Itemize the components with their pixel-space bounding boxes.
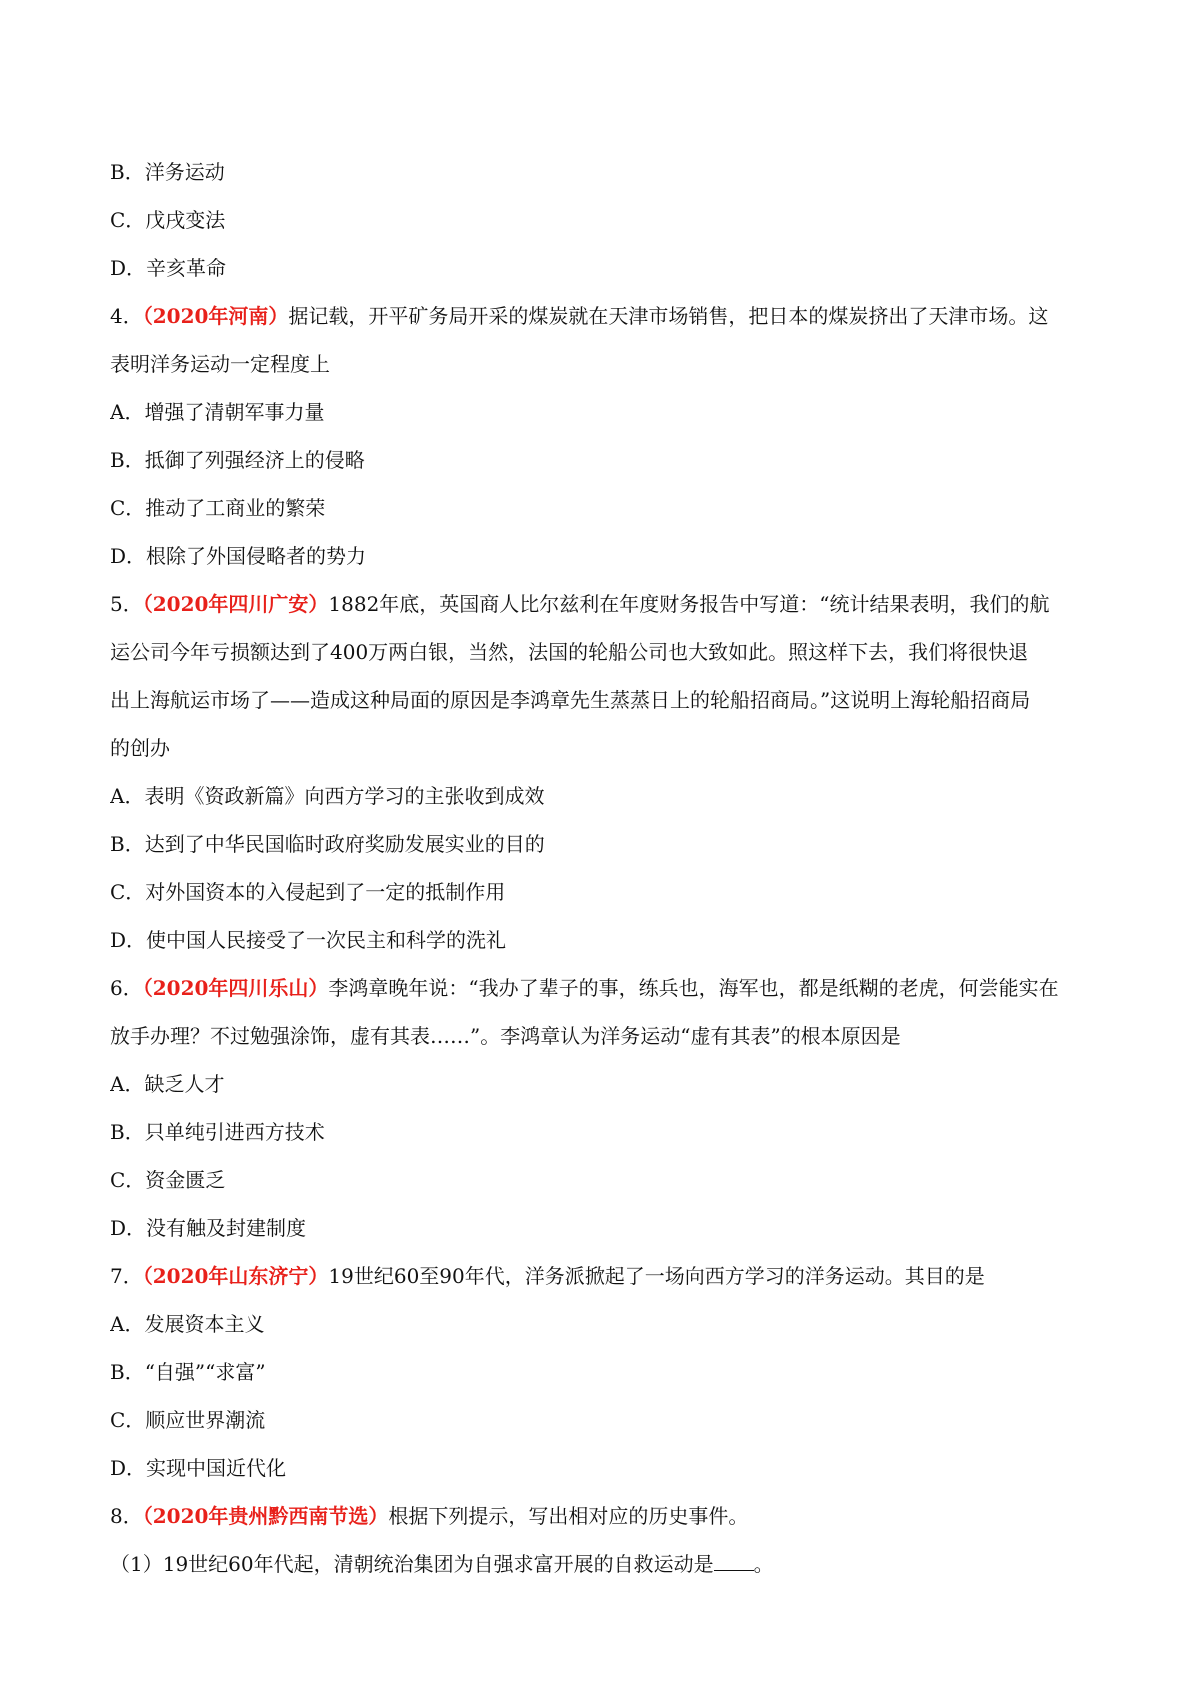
q4-stem-line-2: 表明洋务运动一定程度上: [110, 352, 330, 376]
q4-option-d: D．根除了外国侵略者的势力: [110, 544, 367, 568]
q4-source: （2020年河南）: [142, 304, 289, 328]
q4-option-a: A．增强了清朝军事力量: [110, 400, 325, 424]
q4-stem-text-1: 据记载，开平矿务局开采的煤炭就在天津市场销售，把日本的煤炭挤出了天津市场。这: [288, 304, 1049, 328]
q4-option-c: C．推动了工商业的繁荣: [110, 496, 326, 520]
q8-source: （2020年贵州黔西南节选）: [142, 1504, 389, 1528]
q5-option-b: B．达到了中华民国临时政府奖励发展实业的目的: [110, 832, 545, 856]
q7-option-c: C．顺应世界潮流: [110, 1408, 266, 1432]
q5-option-c: C．对外国资本的入侵起到了一定的抵制作用: [110, 880, 506, 904]
q6-stem-line-2: 放手办理？不过勉强涂饰，虚有其表……”。李鸿章认为洋务运动“虚有其表”的根本原因是: [110, 1024, 901, 1048]
q7-option-b: B．“自强”“求富”: [110, 1360, 266, 1384]
question-6: [110, 964, 1104, 1252]
q7-option-a: A．发展资本主义: [110, 1312, 265, 1336]
q8-subquestion-1: [110, 1540, 1104, 1588]
q6-option-a: A．缺乏人才: [110, 1072, 225, 1096]
q5-option-a: A．表明《资政新篇》向西方学习的主张收到成效: [110, 784, 545, 808]
q7-number: 7．: [110, 1264, 143, 1288]
q6-stem-line-1: [110, 964, 1104, 1012]
q6-stem-text-1: 李鸿章晚年说：“我办了辈子的事，练兵也，海军也，都是纸糊的老虎，何尝能实在: [328, 976, 1059, 1000]
question-4: [110, 292, 1104, 580]
q8-sub1-end: 。: [753, 1552, 774, 1576]
q5-stem-text-1: 1882年底，英国商人比尔兹利在年度财务报告中写道：“统计结果表明，我们的航: [328, 592, 1050, 616]
q8-stem-line-1: [110, 1492, 1104, 1540]
q8-sub1-answer-blank[interactable]: [714, 1550, 754, 1571]
q8-number: 8．: [110, 1504, 143, 1528]
q5-option-d: D．使中国人民接受了一次民主和科学的洗礼: [110, 928, 507, 952]
q6-option-b: B．只单纯引进西方技术: [110, 1120, 325, 1144]
q6-option-c: C．资金匮乏: [110, 1168, 226, 1192]
q4-number: 4．: [110, 304, 143, 328]
q5-source: （2020年四川广安）: [142, 592, 329, 616]
question-3-options: [110, 148, 1104, 292]
q7-option-d: D．实现中国近代化: [110, 1456, 287, 1480]
q5-stem-line-1: [110, 580, 1104, 628]
q6-source: （2020年四川乐山）: [142, 976, 329, 1000]
q7-stem-text-1: 19世纪60至90年代，洋务派掀起了一场向西方学习的洋务运动。其目的是: [328, 1264, 985, 1288]
question-7: [110, 1252, 1104, 1492]
q8-sub1-text: （1）19世纪60年代起，清朝统治集团为自强求富开展的自救运动是: [110, 1552, 714, 1576]
q4-stem-line-1: [110, 292, 1104, 340]
q8-stem-text: 根据下列提示，写出相对应的历史事件。: [388, 1504, 749, 1528]
q7-source: （2020年山东济宁）: [142, 1264, 329, 1288]
q5-stem-line-3: 出上海航运市场了——造成这种局面的原因是李鸿章先生蒸蒸日上的轮船招商局。”这说明上海轮船招商局: [110, 688, 1031, 712]
q3-option-b: B．洋务运动: [110, 160, 225, 184]
q6-option-d: D．没有触及封建制度: [110, 1216, 307, 1240]
q4-option-b: B．抵御了列强经济上的侵略: [110, 448, 365, 472]
q5-stem-line-4: 的创办: [110, 736, 170, 760]
question-5: [110, 580, 1104, 964]
q3-option-d: D．辛亥革命: [110, 256, 227, 280]
q7-stem-line-1: [110, 1252, 1104, 1300]
question-8: [110, 1492, 1104, 1588]
q3-option-c: C．戊戌变法: [110, 208, 226, 232]
q5-stem-line-2: 运公司今年亏损额达到了400万两白银，当然，法国的轮船公司也大致如此。照这样下去，我们将很快退: [110, 640, 1029, 664]
q5-number: 5．: [110, 592, 143, 616]
q6-number: 6．: [110, 976, 143, 1000]
